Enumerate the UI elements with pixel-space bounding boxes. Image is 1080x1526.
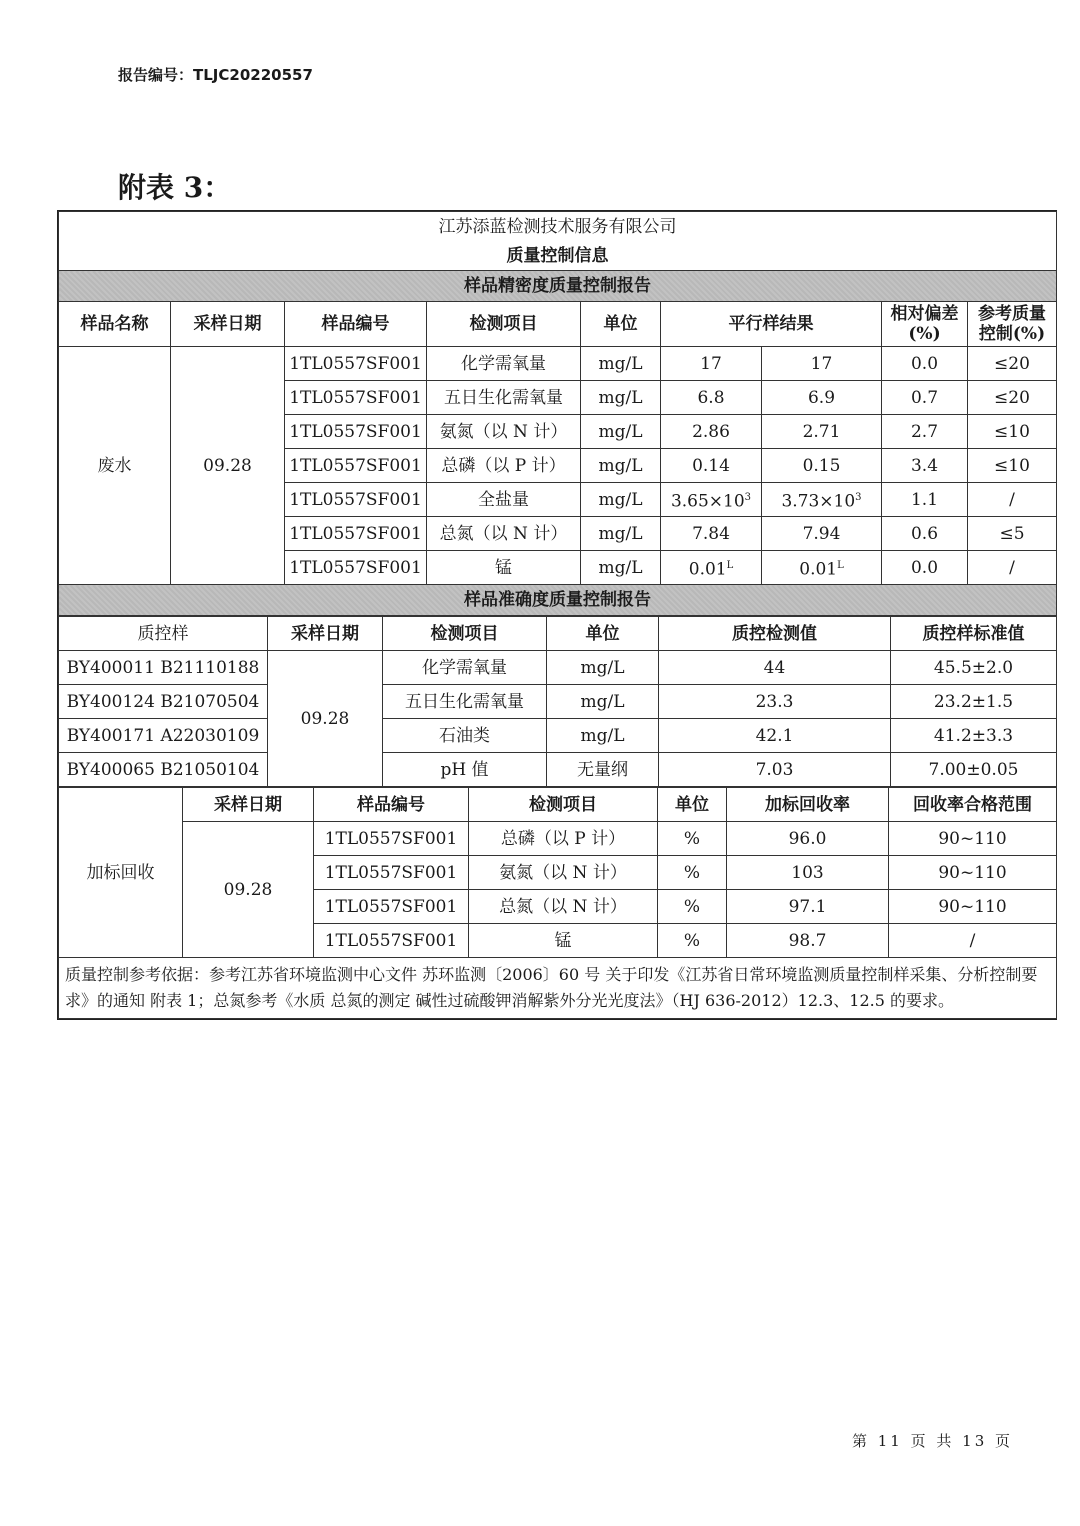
value-text: 0.01 <box>799 559 838 580</box>
reference-note: 质量控制参考依据：参考江苏省环境监测中心文件 苏环监测〔2006〕60 号 关于印发《江苏省日常环境监测质量控制样采集、分析控制要求》的通知 附表 1；总氮参考《水质 总氮的测定 碱性过硫酸钾消解紫外分光光度法》（HJ 636-2012）12.3、12.5 的要求。 <box>59 958 1057 1019</box>
precision-section-title: 样品精密度质量控制报告 <box>59 271 1057 302</box>
cell-ref: / <box>968 551 1057 585</box>
cell-unit: % <box>658 924 727 958</box>
cell-r2: 7.94 <box>762 517 882 551</box>
cell-dev: 0.7 <box>882 381 968 415</box>
cell-unit: mg/L <box>547 719 659 753</box>
precision-table <box>58 211 1057 616</box>
col-date: 采样日期 <box>268 617 383 651</box>
spike-label: 加标回收 <box>59 788 183 958</box>
cell-ref: ≤5 <box>968 517 1057 551</box>
col-sample-name: 样品名称 <box>59 302 171 347</box>
appendix-title: 附表 3： <box>118 171 232 204</box>
cell-dev: 2.7 <box>882 415 968 449</box>
col-sample-id: 样品编号 <box>285 302 427 347</box>
cell-unit: mg/L <box>581 381 661 415</box>
doc-title: 质量控制信息 <box>59 242 1057 271</box>
cell-qc: BY400011 B21110188 <box>59 651 268 685</box>
value-sup: L <box>726 559 734 571</box>
company-name: 江苏添蓝检测技术服务有限公司 <box>59 212 1057 243</box>
cell-dev: 0.0 <box>882 551 968 585</box>
cell-id: 1TL0557SF001 <box>314 924 469 958</box>
value-sup: 3 <box>855 491 862 503</box>
col-measured: 质控检测值 <box>659 617 891 651</box>
cell-item: pH 值 <box>383 753 547 787</box>
sample-date: 09.28 <box>171 347 285 585</box>
cell-rate: 98.7 <box>727 924 889 958</box>
cell-id: 1TL0557SF001 <box>285 483 427 517</box>
col-rel-dev: 相对偏差(%) <box>882 302 968 347</box>
cell-range: 90~110 <box>889 890 1057 924</box>
cell-r2 <box>762 483 882 517</box>
cell-id: 1TL0557SF001 <box>285 415 427 449</box>
cell-standard: 23.2±1.5 <box>891 685 1057 719</box>
col-unit: 单位 <box>547 617 659 651</box>
col-parallel: 平行样结果 <box>661 302 882 347</box>
col-sample-date: 采样日期 <box>171 302 285 347</box>
quality-control-sheet <box>57 210 1057 1020</box>
cell-date: 09.28 <box>183 822 314 958</box>
cell-id: 1TL0557SF001 <box>285 517 427 551</box>
cell-unit: mg/L <box>547 685 659 719</box>
cell-ref: ≤20 <box>968 347 1057 381</box>
col-rate: 加标回收率 <box>727 788 889 822</box>
cell-item: 化学需氧量 <box>383 651 547 685</box>
cell-item: 总氮（以 N 计） <box>427 517 581 551</box>
col-unit: 单位 <box>581 302 661 347</box>
col-item: 检测项目 <box>383 617 547 651</box>
report-number: 报告编号：TLJC20220557 <box>118 66 313 84</box>
col-standard: 质控样标准值 <box>891 617 1057 651</box>
table-row <box>59 651 1057 685</box>
cell-r1: 0.14 <box>661 449 762 483</box>
cell-qc: BY400171 A22030109 <box>59 719 268 753</box>
cell-item: 总氮（以 N 计） <box>469 890 658 924</box>
cell-r1: 6.8 <box>661 381 762 415</box>
cell-dev: 0.0 <box>882 347 968 381</box>
value-text: 3.65×10 <box>670 491 745 512</box>
cell-unit: mg/L <box>547 651 659 685</box>
page-number: 第 11 页 共 13 页 <box>852 1432 1014 1450</box>
cell-id: 1TL0557SF001 <box>285 381 427 415</box>
col-item: 检测项目 <box>469 788 658 822</box>
cell-qc: BY400124 B21070504 <box>59 685 268 719</box>
cell-unit: % <box>658 856 727 890</box>
cell-r1 <box>661 551 762 585</box>
cell-r2: 6.9 <box>762 381 882 415</box>
col-range: 回收率合格范围 <box>889 788 1057 822</box>
cell-id: 1TL0557SF001 <box>285 551 427 585</box>
cell-r2: 17 <box>762 347 882 381</box>
cell-rate: 103 <box>727 856 889 890</box>
accuracy-section-title: 样品准确度质量控制报告 <box>59 585 1057 616</box>
col-ref: 参考质量控制(%) <box>968 302 1057 347</box>
table-row <box>59 347 1057 381</box>
cell-rate: 96.0 <box>727 822 889 856</box>
cell-ref: ≤10 <box>968 415 1057 449</box>
value-sup: 3 <box>744 491 752 503</box>
col-unit: 单位 <box>658 788 727 822</box>
cell-id: 1TL0557SF001 <box>314 822 469 856</box>
cell-item: 五日生化需氧量 <box>427 381 581 415</box>
cell-dev: 0.6 <box>882 517 968 551</box>
cell-unit: % <box>658 890 727 924</box>
table-row <box>59 822 1057 856</box>
cell-unit: mg/L <box>581 483 661 517</box>
cell-measured: 23.3 <box>659 685 891 719</box>
cell-id: 1TL0557SF001 <box>285 347 427 381</box>
cell-unit: % <box>658 822 727 856</box>
cell-r2: 2.71 <box>762 415 882 449</box>
cell-item: 全盐量 <box>427 483 581 517</box>
spike-recovery-table <box>58 787 1057 1019</box>
col-item: 检测项目 <box>427 302 581 347</box>
cell-unit: 无量纲 <box>547 753 659 787</box>
cell-unit: mg/L <box>581 551 661 585</box>
cell-item: 氨氮（以 N 计） <box>469 856 658 890</box>
cell-dev: 1.1 <box>882 483 968 517</box>
cell-item: 化学需氧量 <box>427 347 581 381</box>
cell-unit: mg/L <box>581 449 661 483</box>
cell-id: 1TL0557SF001 <box>285 449 427 483</box>
cell-r1: 2.86 <box>661 415 762 449</box>
value-text: 3.73×10 <box>781 491 856 512</box>
sample-name: 废水 <box>59 347 171 585</box>
cell-standard: 41.2±3.3 <box>891 719 1057 753</box>
cell-r2: 0.15 <box>762 449 882 483</box>
cell-unit: mg/L <box>581 347 661 381</box>
cell-id: 1TL0557SF001 <box>314 856 469 890</box>
col-qc: 质控样 <box>59 617 268 651</box>
cell-rate: 97.1 <box>727 890 889 924</box>
cell-unit: mg/L <box>581 415 661 449</box>
cell-measured: 44 <box>659 651 891 685</box>
cell-unit: mg/L <box>581 517 661 551</box>
cell-id: 1TL0557SF001 <box>314 890 469 924</box>
cell-date: 09.28 <box>268 651 383 787</box>
cell-r1 <box>661 483 762 517</box>
cell-range: 90~110 <box>889 822 1057 856</box>
cell-dev: 3.4 <box>882 449 968 483</box>
cell-r1: 7.84 <box>661 517 762 551</box>
cell-item: 总磷（以 P 计） <box>427 449 581 483</box>
table-row <box>59 753 1057 787</box>
cell-standard: 45.5±2.0 <box>891 651 1057 685</box>
cell-item: 锰 <box>427 551 581 585</box>
cell-range: / <box>889 924 1057 958</box>
col-sample-id: 样品编号 <box>314 788 469 822</box>
cell-item: 锰 <box>469 924 658 958</box>
cell-range: 90~110 <box>889 856 1057 890</box>
value-sup: L <box>837 559 844 571</box>
cell-ref: ≤10 <box>968 449 1057 483</box>
cell-ref: ≤20 <box>968 381 1057 415</box>
value-text: 0.01 <box>688 559 727 580</box>
cell-qc: BY400065 B21050104 <box>59 753 268 787</box>
cell-standard: 7.00±0.05 <box>891 753 1057 787</box>
table-row <box>59 719 1057 753</box>
cell-ref: / <box>968 483 1057 517</box>
cell-item: 石油类 <box>383 719 547 753</box>
cell-r1: 17 <box>661 347 762 381</box>
cell-item: 氨氮（以 N 计） <box>427 415 581 449</box>
accuracy-table <box>58 616 1057 787</box>
cell-r2 <box>762 551 882 585</box>
cell-measured: 7.03 <box>659 753 891 787</box>
cell-item: 总磷（以 P 计） <box>469 822 658 856</box>
table-row <box>59 685 1057 719</box>
cell-measured: 42.1 <box>659 719 891 753</box>
cell-item: 五日生化需氧量 <box>383 685 547 719</box>
col-date: 采样日期 <box>183 788 314 822</box>
